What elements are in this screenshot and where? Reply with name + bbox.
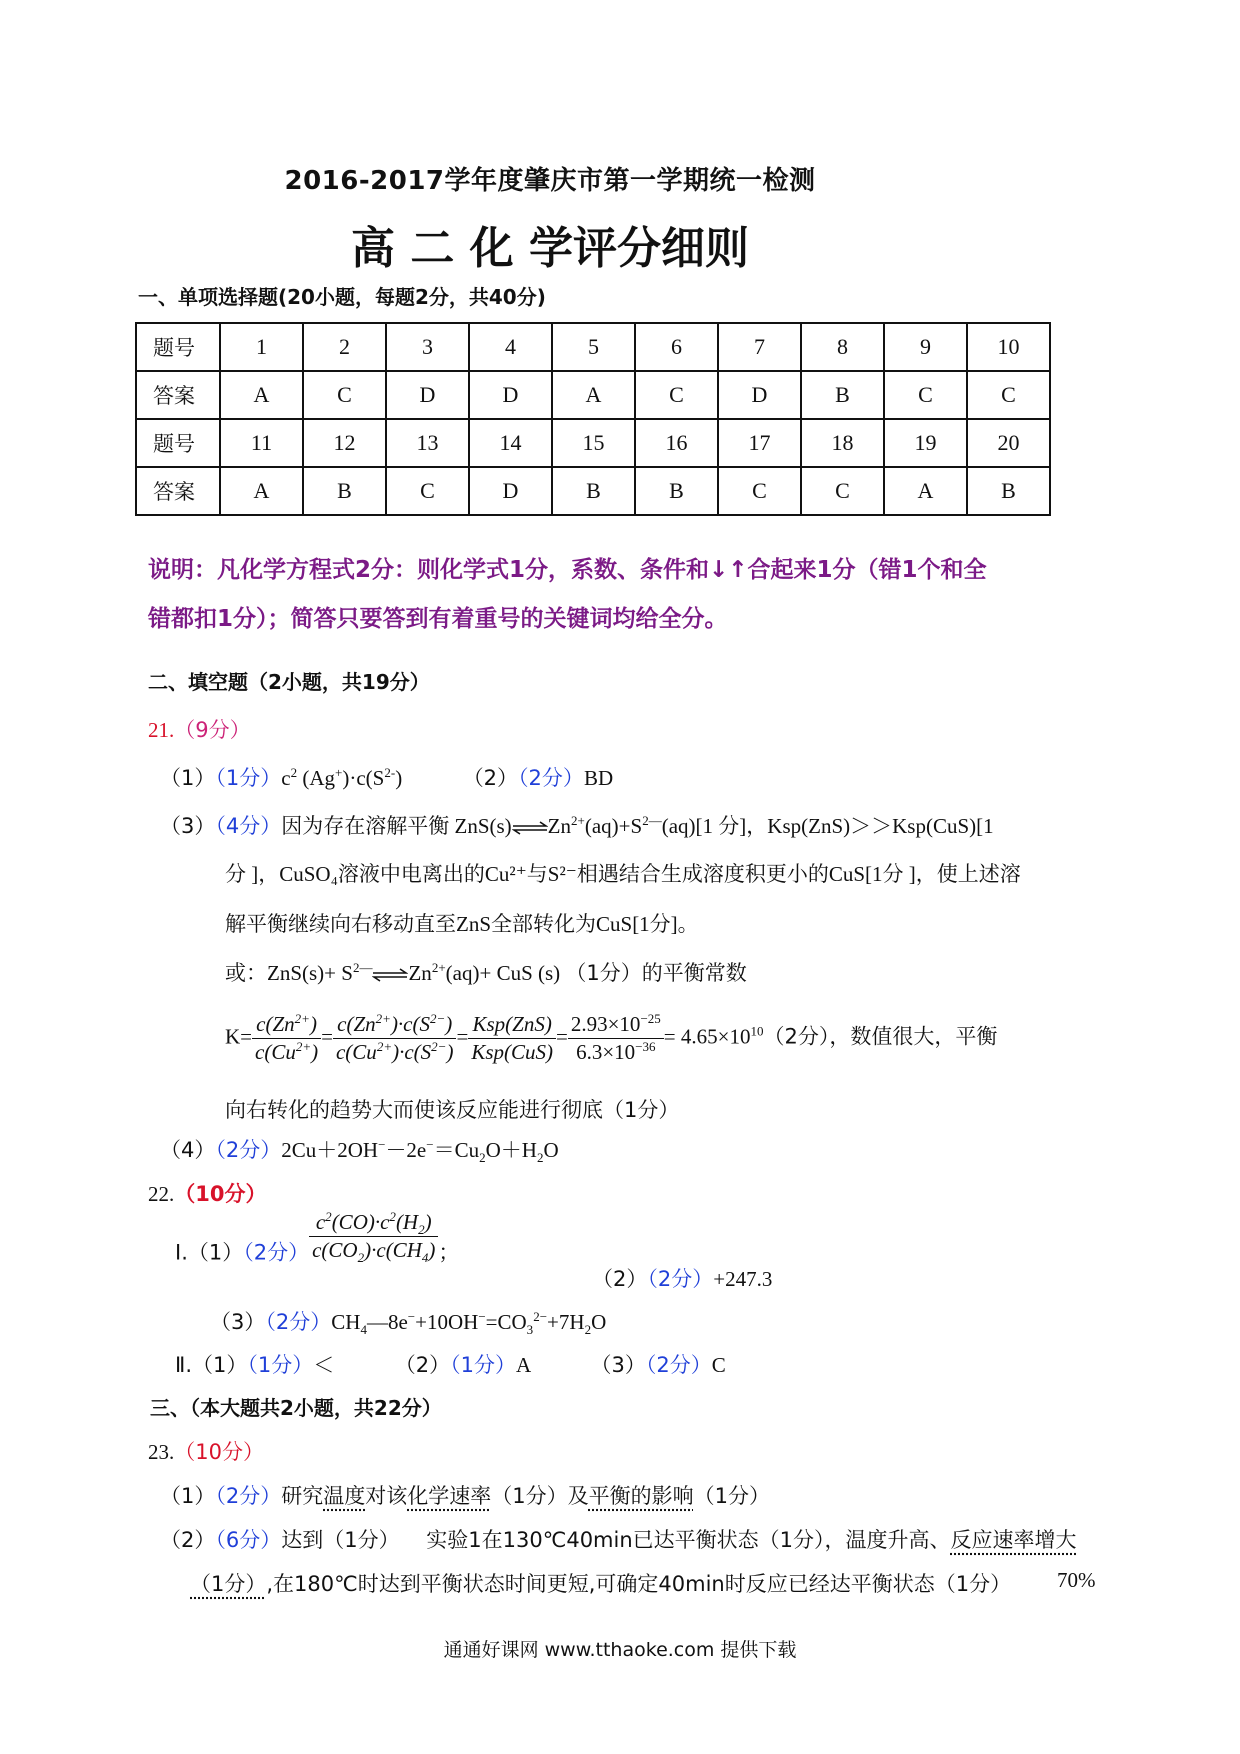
table-cell: D [469, 371, 552, 419]
q21-part3-line3: 解平衡继续向右移动直至ZnS全部转化为CuS[1分]。 [225, 912, 699, 936]
part-score: （2分） [518, 766, 584, 790]
table-cell: 18 [801, 419, 884, 467]
part-score: （2分） [215, 1138, 282, 1162]
section3-heading: 三、（本大题共2小题，共22分） [150, 1396, 442, 1420]
section1-heading: 一、单项选择题(20小题，每题2分，共40分) [138, 285, 546, 309]
part-label: （1） [160, 1484, 216, 1508]
table-cell: A [220, 371, 303, 419]
table-cell: 20 [967, 419, 1050, 467]
page-subtitle: 高 二 化 学评分细则 [351, 223, 749, 274]
table-cell: B [635, 467, 718, 515]
q22-part-i2 [592, 1263, 772, 1293]
table-row [136, 419, 1050, 467]
table-cell: 1 [220, 323, 303, 371]
part-label: （2） [160, 1528, 216, 1552]
table-cell: C [718, 467, 801, 515]
q22-part-i1: Ⅰ.（1）（2分） $\frac{c^2(CO)\cdot c^2(H_2)}{c(CO_2)\cdot c(CH_4)}$ ； [175, 1209, 460, 1266]
section2-heading: 二、填空题（2小题，共19分） [148, 670, 430, 694]
part-label: （4） [160, 1138, 216, 1162]
table-cell: 13 [386, 419, 469, 467]
q21-part4: （4）（2分）$2Cu+2OH^--2e^-=Cu_2O+H_2O$ [160, 1137, 559, 1166]
table-cell: B [801, 371, 884, 419]
table-cell: 6 [635, 323, 718, 371]
row-label-answer: 答案 [136, 371, 220, 419]
q23-header [148, 1436, 264, 1466]
table-cell: B [303, 467, 386, 515]
grading-note-line2: 错都扣1分）；简答只要答到有着重号的关键词均给全分。 [148, 606, 728, 632]
q23-score: （10分） [174, 1440, 264, 1464]
part-score: （2分） [645, 1353, 712, 1377]
q21-part1: （1）（1分）$c^2$ $(Ag^+)\cdot c(S^{2-})$ （2）（2分）BD [160, 765, 614, 790]
table-cell: B [552, 467, 635, 515]
q22-header [148, 1178, 266, 1208]
answer-text: +247.3 [713, 1267, 773, 1291]
q21-part3: （3）（4分）因为存在溶解平衡 ZnS(s) $Zn^{2+}(aq)+S^{2—}(aq)[1$ 分]，Ksp(ZnS)＞＞Ksp(CuS)[1 [160, 813, 994, 838]
table-row [136, 371, 1050, 419]
part-score: （2分） [265, 1310, 332, 1334]
part-label: （3） [160, 814, 216, 838]
answer-text: A [516, 1353, 531, 1377]
answer-table [135, 322, 1051, 516]
q23-part2-line2: （1分）,在180℃时达到平衡状态时间更短,可确定40min时反应已经达平衡状态（1分） [190, 1572, 1012, 1596]
part-label: （2） [592, 1267, 648, 1291]
row-label-question: 题号 [136, 323, 220, 371]
table-cell: 3 [386, 323, 469, 371]
part-score: （4分） [215, 814, 282, 838]
table-cell: C [884, 371, 967, 419]
footer-text: 通通好课网 www.tthaoke.com 提供下载 [443, 1639, 797, 1661]
table-cell: A [220, 467, 303, 515]
page-title: 2016-2017学年度肇庆市第一学期统一检测 [284, 166, 816, 196]
table-cell: 5 [552, 323, 635, 371]
q23-part1: （1）（2分）研究温度对该化学速率（1分）及平衡的影响（1分） [160, 1484, 770, 1508]
table-cell: 12 [303, 419, 386, 467]
row-label-question: 题号 [136, 419, 220, 467]
table-cell: 14 [469, 419, 552, 467]
equilibrium-arrow-icon [512, 821, 548, 835]
part-label: （2） [462, 766, 519, 790]
q22-number: 22. [148, 1182, 175, 1206]
part-label: （3） [210, 1310, 266, 1334]
q23-number: 23. [148, 1440, 175, 1464]
table-cell: 17 [718, 419, 801, 467]
table-cell: C [635, 371, 718, 419]
part-score: （1分） [247, 1353, 314, 1377]
table-cell: C [967, 371, 1050, 419]
table-cell: A [552, 371, 635, 419]
q21-part3-line2: 分 ]，CuSO₄溶液中电离出的Cu²⁺与S²⁻相遇结合生成溶度积更小的CuS[1分 ]，使上述溶 [225, 862, 1021, 886]
part-label: Ⅱ.（1） [175, 1353, 248, 1377]
part-score: （2分） [215, 1484, 282, 1508]
table-row [136, 467, 1050, 515]
table-cell: A [884, 467, 967, 515]
answer-text: ＜ [313, 1353, 335, 1377]
table-cell: 7 [718, 323, 801, 371]
table-cell: B [967, 467, 1050, 515]
table-row [136, 323, 1050, 371]
equilibrium-arrow-icon [372, 968, 408, 982]
table-cell: 4 [469, 323, 552, 371]
k-comment: （2分），数值很大，平衡 [763, 1024, 998, 1049]
part-label: （1） [160, 766, 216, 790]
q21-number: 21. [148, 718, 175, 742]
part-score: （2分） [243, 1240, 310, 1265]
table-cell: 16 [635, 419, 718, 467]
part-score: （6分） [215, 1528, 282, 1552]
table-cell: 9 [884, 323, 967, 371]
q21-k-line2: 向右转化的趋势大而使该反应能进行彻底（1分） [225, 1098, 680, 1122]
answer-text: C [711, 1353, 726, 1377]
q23-part2: （2）（6分）达到（1分） 实验1在130℃40min已达平衡状态（1分），温度升高、反应速率增大 [160, 1528, 1077, 1552]
part-score: （1分） [450, 1353, 516, 1377]
table-cell: 8 [801, 323, 884, 371]
table-cell: D [718, 371, 801, 419]
table-cell: 11 [220, 419, 303, 467]
answer-text: BD [583, 766, 614, 790]
part-score: （1分） [215, 766, 282, 790]
q21-score: （9分） [174, 718, 251, 742]
table-cell: C [801, 467, 884, 515]
row-label-answer: 答案 [136, 467, 220, 515]
table-cell: C [303, 371, 386, 419]
grading-note-line1: 说明：凡化学方程式2分：则化学式1分，系数、条件和↓↑合起来1分（错1个和全 [148, 557, 987, 583]
part-label: （3） [590, 1353, 646, 1377]
table-cell: C [386, 467, 469, 515]
q23-part2-percent: 70% [1057, 1568, 1096, 1592]
table-cell: D [469, 467, 552, 515]
q22-part-i3: （3）（2分）$CH_4—8e^-+10OH^-=CO_3^{2-}+7H_2O$ [210, 1309, 607, 1338]
q21-alt-equation: 或：$ZnS(s)+ S^{2—}$ $Zn^{2+}(aq)+$ CuS (s) （1分）的平衡常数 [225, 960, 747, 985]
table-cell: 2 [303, 323, 386, 371]
part-score: （2分） [647, 1267, 714, 1291]
table-cell: D [386, 371, 469, 419]
table-cell: 19 [884, 419, 967, 467]
part-label: Ⅰ.（1） [175, 1240, 244, 1265]
q22-score: （10分） [174, 1182, 267, 1206]
table-cell: 10 [967, 323, 1050, 371]
part-label: （2） [394, 1353, 451, 1377]
q22-part-ii [175, 1349, 726, 1379]
q21-k-expression: K= $\frac{c(Zn^{2+})}{c(Cu^{2+})}$ = $\frac{c(Zn^{2+})\cdot c(S^{2-})}{c(Cu^{2+})\cdot c(S^{2-})}$ = $\frac{\text{Ksp(ZnS)}}{\text{Ksp(CuS)}}$ = $\frac{2.93\times 10^{-25}}{6.3\times 10^{-36}}$ = $4.65\times 10^{10}(2$分），数值很大，平衡 [225, 1011, 998, 1064]
table-cell: 15 [552, 419, 635, 467]
q21-header [148, 714, 251, 744]
